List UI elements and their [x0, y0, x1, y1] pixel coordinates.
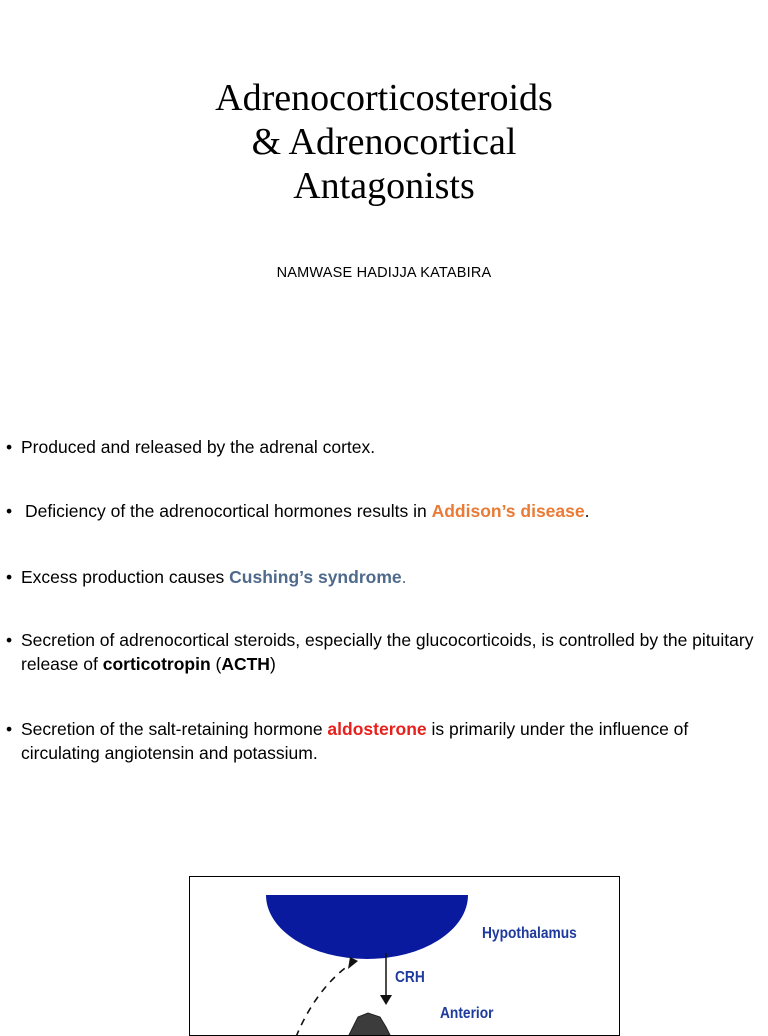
anterior-label: Anterior: [440, 1005, 494, 1022]
bullet-dot: •: [6, 719, 13, 739]
bullet-item: [6, 628, 766, 676]
bullet-text-end: is primarily under the influence of circulating angiotensin and potassium.: [21, 719, 689, 763]
bullet-item: [6, 717, 766, 765]
bullet-dot: •: [6, 501, 13, 521]
bullet-item: [6, 499, 766, 523]
acth-term: ACTH: [221, 654, 270, 674]
cushings-syndrome-term: Cushing’s syndrome: [229, 567, 402, 587]
bullet-item: [6, 565, 766, 589]
bullet-text: Deficiency of the adrenocortical hormones results in: [25, 501, 432, 521]
aldosterone-term: aldosterone: [327, 719, 427, 739]
crh-arrow-head: [380, 995, 392, 1005]
corticotropin-term: corticotropin: [102, 654, 211, 674]
bullet-text-end: ): [269, 654, 276, 674]
bullet-item: [6, 435, 766, 459]
title-line: & Adrenocortical: [251, 121, 517, 163]
bullet-text-end: .: [401, 567, 407, 587]
hypothalamus-shape: [266, 895, 468, 959]
feedback-arrow-head: [348, 957, 358, 969]
bullet-text: Secretion of adrenocortical steroids, especially the glucocorticoids, is controlled by the pituitary release of: [21, 630, 754, 674]
crh-label: CRH: [395, 969, 425, 986]
bullet-text-end: .: [584, 501, 590, 521]
bullet-dot: •: [6, 567, 13, 587]
bullet-text-mid: (: [210, 654, 222, 674]
bullet-text: Excess production causes: [21, 567, 230, 587]
anterior-pituitary-shape: [348, 1013, 391, 1036]
diagram-graphics: [190, 877, 620, 1036]
bullet-text: Produced and released by the adrenal cortex.: [21, 437, 376, 457]
title-line: Adrenocorticosteroids: [215, 77, 553, 119]
title-line: Antagonists: [293, 165, 475, 207]
bullet-dot: •: [6, 437, 13, 457]
hypothalamus-label: Hypothalamus: [482, 925, 577, 942]
author-name: NAMWASE HADIJJA KATABIRA: [276, 265, 492, 281]
slide-title: [84, 76, 684, 208]
bullet-dot: •: [6, 630, 13, 650]
bullet-text: Secretion of the salt-retaining hormone: [21, 719, 328, 739]
addisons-disease-term: Addison’s disease: [431, 501, 585, 521]
feedback-arrow: [296, 963, 352, 1036]
hpa-axis-diagram: [189, 876, 620, 1036]
